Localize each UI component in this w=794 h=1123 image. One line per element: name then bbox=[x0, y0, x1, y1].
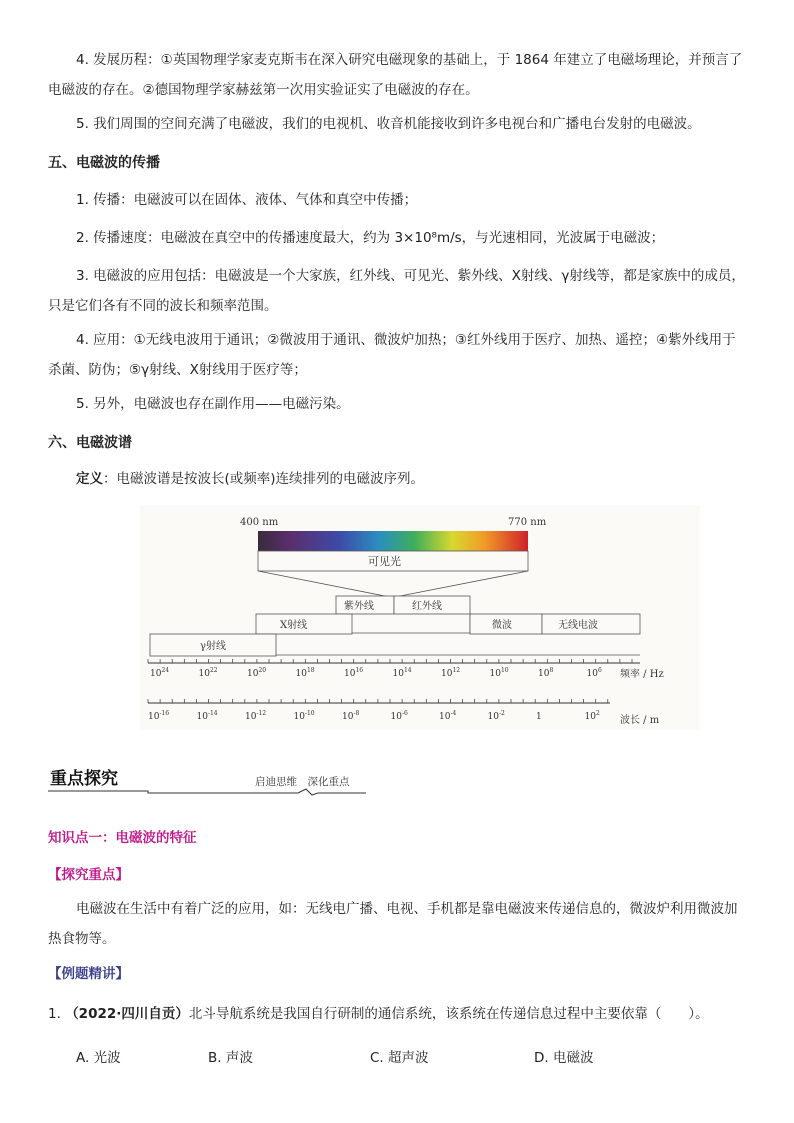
wavelength-tick-exponent: -2 bbox=[498, 710, 505, 717]
wavelength-tick-exponent: -12 bbox=[256, 710, 267, 717]
wavelength-tick-label: $10^{-14}$ bbox=[196, 710, 218, 722]
section-5-p5: 5. 另外，电磁波也存在副作用——电磁污染。 bbox=[76, 396, 350, 412]
knowledge-point-1: 知识点一：电磁波的特征 bbox=[48, 830, 197, 846]
label-770nm: 770 nm bbox=[508, 517, 547, 528]
frequency-tick-exponent: 10 bbox=[500, 667, 509, 674]
label-uv: 紫外线 bbox=[344, 601, 374, 612]
wavelength-tick-label: $10^{-8}$ bbox=[342, 710, 360, 722]
option-b[interactable]: B. 声波 bbox=[208, 1050, 253, 1066]
frequency-tick-label: $10^{16}$ bbox=[344, 667, 364, 679]
frequency-tick-exponent: 12 bbox=[452, 667, 461, 674]
section-5-title: 五、电磁波的传播 bbox=[48, 155, 160, 171]
label-400nm: 400 nm bbox=[240, 517, 279, 528]
frequency-tick-label: $10^8$ bbox=[538, 667, 554, 679]
frequency-tick-label: $10^{12}$ bbox=[441, 667, 461, 679]
focus-paragraph: 电磁波在生活中有着广泛的应用，如：无线电广播、电视、手机都是靠电磁波来传递信息的，微波炉利用微波加热食物等。 bbox=[48, 901, 738, 947]
frequency-tick-label: $10^{20}$ bbox=[247, 667, 267, 679]
frequency-tick-label: $10^{18}$ bbox=[295, 667, 315, 679]
em-spectrum-figure bbox=[140, 505, 700, 730]
frequency-tick-label: $10^{10}$ bbox=[489, 667, 509, 679]
label-radio: 无线电波 bbox=[558, 620, 598, 631]
wavelength-tick-label: $10^{-10}$ bbox=[293, 710, 315, 722]
focus-header bbox=[48, 762, 368, 796]
label-gamma: γ射线 bbox=[200, 641, 226, 652]
frequency-tick-exponent: 20 bbox=[258, 667, 267, 674]
frequency-tick-exponent: 18 bbox=[306, 667, 315, 674]
tag-example: 【例题精讲】 bbox=[48, 966, 129, 982]
focus-title: 重点探究 bbox=[50, 769, 118, 789]
wavelength-tick-exponent: -8 bbox=[353, 710, 360, 717]
wavelength-tick-exponent: -14 bbox=[207, 710, 218, 717]
frequency-tick-exponent: 24 bbox=[161, 667, 170, 674]
frequency-tick-exponent: 8 bbox=[549, 667, 554, 674]
question-source: （2022·四川自贡） bbox=[65, 1006, 189, 1022]
focus-subtitle: 启迪思维 深化重点 bbox=[255, 776, 350, 788]
option-c[interactable]: C. 超声波 bbox=[370, 1050, 429, 1066]
question-text: 北斗导航系统是我国自行研制的通信系统，该系统在传递信息过程中主要依靠（ ）。 bbox=[188, 1006, 709, 1022]
wavelength-tick-exponent: -6 bbox=[401, 710, 408, 717]
definition bbox=[76, 464, 776, 494]
wavelength-tick-label: $10^2$ bbox=[584, 710, 600, 722]
wavelength-tick-label: $10^{-4}$ bbox=[439, 710, 457, 722]
question-1 bbox=[48, 1003, 758, 1025]
frequency-tick-exponent: 22 bbox=[209, 667, 218, 674]
section-6-title: 六、电磁波谱 bbox=[48, 435, 132, 451]
wavelength-tick-exponent: -10 bbox=[304, 710, 315, 717]
frequency-tick-label: $10^6$ bbox=[586, 667, 602, 679]
label-microwave: 微波 bbox=[492, 620, 512, 631]
section-5-p4: 4. 应用：①无线电波用于通讯；②微波用于通讯、微波炉加热；③红外线用于医疗、加热、遥控；④紫外线用于杀菌、防伪；⑤γ射线、X射线用于医疗等； bbox=[48, 332, 736, 378]
label-ir: 红外线 bbox=[412, 601, 442, 612]
label-visible: 可见光 bbox=[368, 555, 401, 568]
frequency-tick-label: $10^{22}$ bbox=[198, 667, 218, 679]
tag-explore-focus: 【探究重点】 bbox=[48, 867, 129, 883]
wavelength-tick-label: $10^{-6}$ bbox=[390, 710, 408, 722]
wavelength-tick-label: $10^{-16}$ bbox=[148, 710, 170, 722]
label-xray: X射线 bbox=[280, 620, 308, 631]
focus-underline bbox=[48, 788, 368, 798]
section-5-p3: 3. 电磁波的应用包括：电磁波是一个大家族，红外线、可见光、紫外线、X射线、γ射线等，都是家族中的成员，只是它们各有不同的波长和频率范围。 bbox=[48, 268, 745, 314]
frequency-tick-label: $10^{14}$ bbox=[392, 667, 412, 679]
frequency-tick-exponent: 14 bbox=[403, 667, 412, 674]
option-d[interactable]: D. 电磁波 bbox=[534, 1050, 594, 1066]
frequency-tick-exponent: 16 bbox=[355, 667, 364, 674]
wavelength-tick-exponent: 2 bbox=[595, 710, 600, 717]
wavelength-tick-exponent: -4 bbox=[450, 710, 457, 717]
wavelength-tick-label: 1 bbox=[536, 712, 542, 722]
wavelength-tick-label: $10^{-12}$ bbox=[245, 710, 267, 722]
item-4-history: 4. 发展历程：①英国物理学家麦克斯韦在深入研究电磁现象的基础上，于 1864 年建立了电磁场理论，并预言了电磁波的存在。②德国物理学家赫兹第一次用实验证实了电磁波的存在。 bbox=[48, 52, 743, 98]
section-5-p2: 2. 传播速度：电磁波在真空中的传播速度最大，约为 3×10⁸m/s，与光速相同，光波属于电磁波； bbox=[76, 230, 665, 246]
definition-text: ：电磁波谱是按波长(或频率)连续排列的电磁波序列。 bbox=[103, 471, 425, 487]
wavelength-tick-exponent: -16 bbox=[159, 710, 170, 717]
frequency-tick-label: $10^{24}$ bbox=[150, 667, 170, 679]
frequency-axis-label: 频率 / Hz bbox=[620, 669, 664, 680]
visible-light-bar bbox=[258, 531, 528, 551]
item-5-space: 5. 我们周围的空间充满了电磁波，我们的电视机、收音机能接收到许多电视台和广播电台发射的电磁波。 bbox=[76, 116, 701, 132]
section-5-p1: 1. 传播：电磁波可以在固体、液体、气体和真空中传播； bbox=[76, 192, 418, 208]
definition-label: 定义 bbox=[76, 471, 103, 487]
wavelength-axis-label: 波长 / m bbox=[620, 715, 660, 726]
wavelength-tick-label: $10^{-2}$ bbox=[487, 710, 505, 722]
frequency-tick-exponent: 6 bbox=[597, 667, 602, 674]
question-number: 1. bbox=[48, 1006, 61, 1022]
option-a[interactable]: A. 光波 bbox=[76, 1050, 121, 1066]
